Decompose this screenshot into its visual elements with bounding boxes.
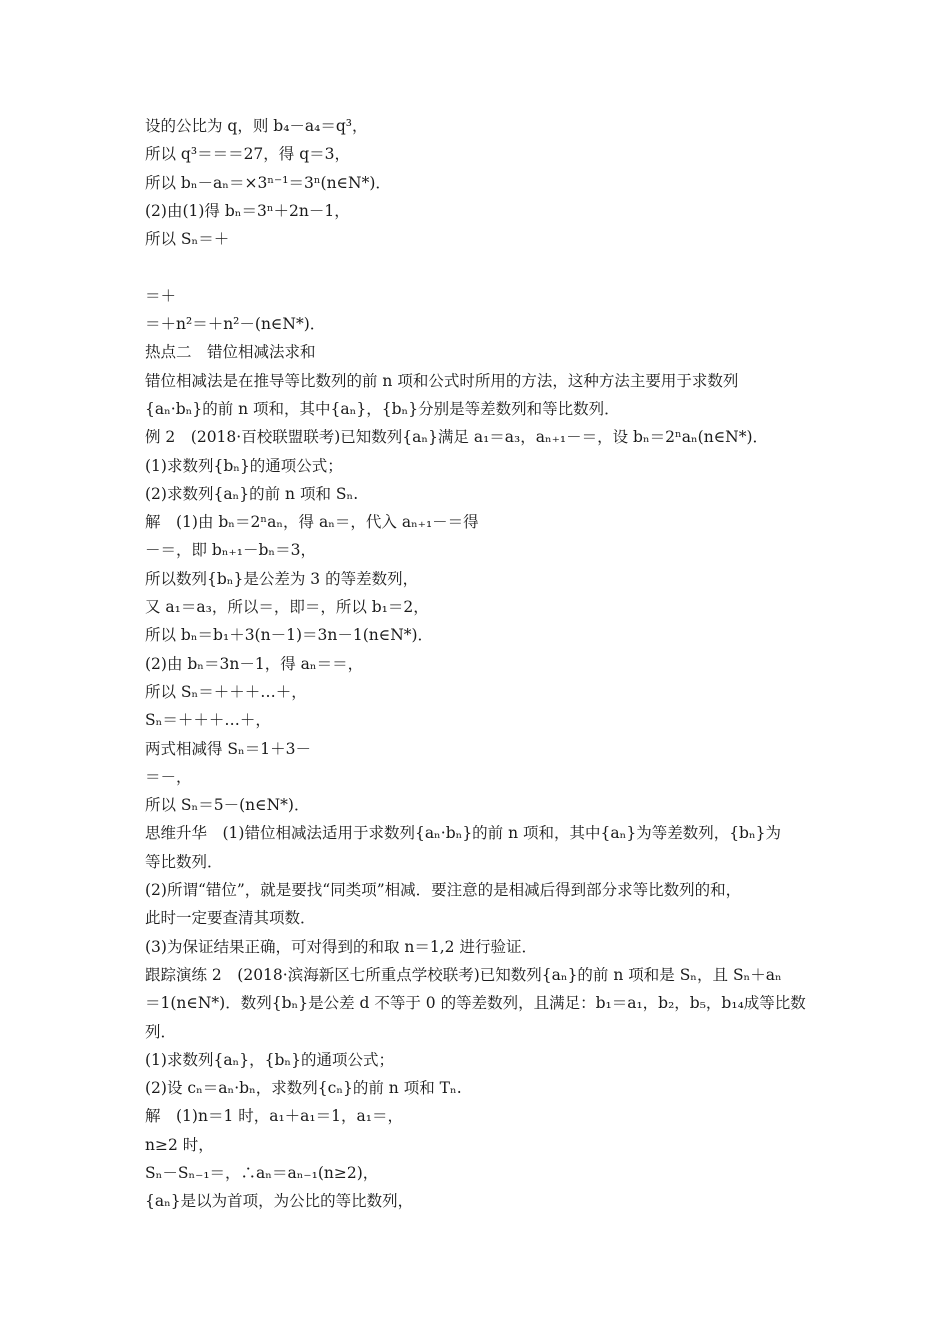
text-line: 所以 bₙ＝b₁＋3(n－1)＝3n－1(n∈N*)． xyxy=(145,626,434,645)
text-line: 热点二 错位相减法求和 xyxy=(145,343,316,362)
text-block-main xyxy=(145,282,825,1216)
text-line: －＝，即 bₙ₊₁－bₙ＝3， xyxy=(145,541,316,560)
text-line: 错位相减法是在推导等比数列的前 n 项和公式时所用的方法，这种方法主要用于求数列 xyxy=(145,371,739,390)
text-line: Sₙ＝＋＋＋…＋， xyxy=(145,711,271,730)
text-line: 又 a₁＝a₃，所以＝，即＝，所以 b₁＝2， xyxy=(145,598,429,617)
text-line: (2)所谓“错位”，就是要找“同类项”相减．要注意的是相减后得到部分求等比数列的和， xyxy=(145,881,742,900)
text-line: 解 (1)由 bₙ＝2ⁿaₙ，得 aₙ＝，代入 aₙ₊₁－＝得 xyxy=(145,513,479,532)
text-line: 例 2 (2018·百校联盟联考)已知数列{aₙ}满足 a₁＝a₃，aₙ₊₁－＝，设 bₙ＝2ⁿaₙ(n∈N*)． xyxy=(145,428,769,447)
text-line: 设的公比为 q，则 b₄－a₄＝q³， xyxy=(145,117,368,135)
text-line: 所以 Sₙ＝5－(n∈N*)． xyxy=(145,796,310,815)
document-body xyxy=(145,112,825,1216)
text-line: (3)为保证结果正确，可对得到的和取 n＝1,2 进行验证． xyxy=(145,937,537,956)
text-line: ＝＋ xyxy=(145,286,177,305)
text-line: 所以 Sₙ＝＋ xyxy=(145,230,230,249)
text-line: {aₙ}是以为首项，为公比的等比数列， xyxy=(145,1192,414,1211)
text-line: Sₙ－Sₙ₋₁＝，∴aₙ＝aₙ₋₁(n≥2)， xyxy=(145,1163,379,1182)
text-line: 跟踪演练 2 (2018·滨海新区七所重点学校联考)已知数列{aₙ}的前 n 项和是 Sₙ，且 Sₙ＋aₙ xyxy=(145,965,782,984)
text-line: 此时一定要查清其项数． xyxy=(145,909,316,928)
text-line: {aₙ·bₙ}的前 n 项和，其中{aₙ}，{bₙ}分别是等差数列和等比数列． xyxy=(145,399,620,418)
text-line: 等比数列． xyxy=(145,852,223,871)
blank-gap xyxy=(145,253,825,281)
text-line: 所以 bₙ－aₙ＝×3ⁿ⁻¹＝3ⁿ(n∈N*)． xyxy=(145,173,391,192)
text-line: 所以 Sₙ＝＋＋＋…＋， xyxy=(145,682,307,701)
text-line: 列． xyxy=(145,1022,177,1041)
text-line: 所以 q³＝＝＝27，得 q＝3， xyxy=(145,145,350,164)
text-line: (2)设 cₙ＝aₙ·bₙ，求数列{cₙ}的前 n 项和 Tₙ. xyxy=(145,1079,462,1098)
text-line: (1)求数列{bₙ}的通项公式； xyxy=(145,456,343,475)
text-line: (1)求数列{aₙ}，{bₙ}的通项公式； xyxy=(145,1050,394,1069)
text-line: 两式相减得 Sₙ＝1＋3－ xyxy=(145,739,311,758)
text-line: ＝1(n∈N*)．数列{bₙ}是公差 d 不等于 0 的等差数列，且满足：b₁＝a₁，b₂，b₅，b₁₄成等比数 xyxy=(145,994,806,1013)
text-line: (2)由(1)得 bₙ＝3ⁿ＋2n－1， xyxy=(145,201,350,220)
text-line: 思维升华 (1)错位相减法适用于求数列{aₙ·bₙ}的前 n 项和，其中{aₙ}为等差数列，{bₙ}为 xyxy=(145,824,782,843)
text-block-top xyxy=(145,112,825,253)
text-line: (2)由 bₙ＝3n－1，得 aₙ＝＝， xyxy=(145,654,364,673)
text-line: 解 (1)n＝1 时，a₁＋a₁＝1，a₁＝， xyxy=(145,1107,403,1126)
text-line: ＝－， xyxy=(145,767,192,786)
text-line: 所以数列{bₙ}是公差为 3 的等差数列， xyxy=(145,569,419,588)
text-line: n≥2 时， xyxy=(145,1135,214,1154)
text-line: ＝＋n²＝＋n²－(n∈N*)． xyxy=(145,315,326,334)
text-line: (2)求数列{aₙ}的前 n 项和 Sₙ. xyxy=(145,484,359,503)
